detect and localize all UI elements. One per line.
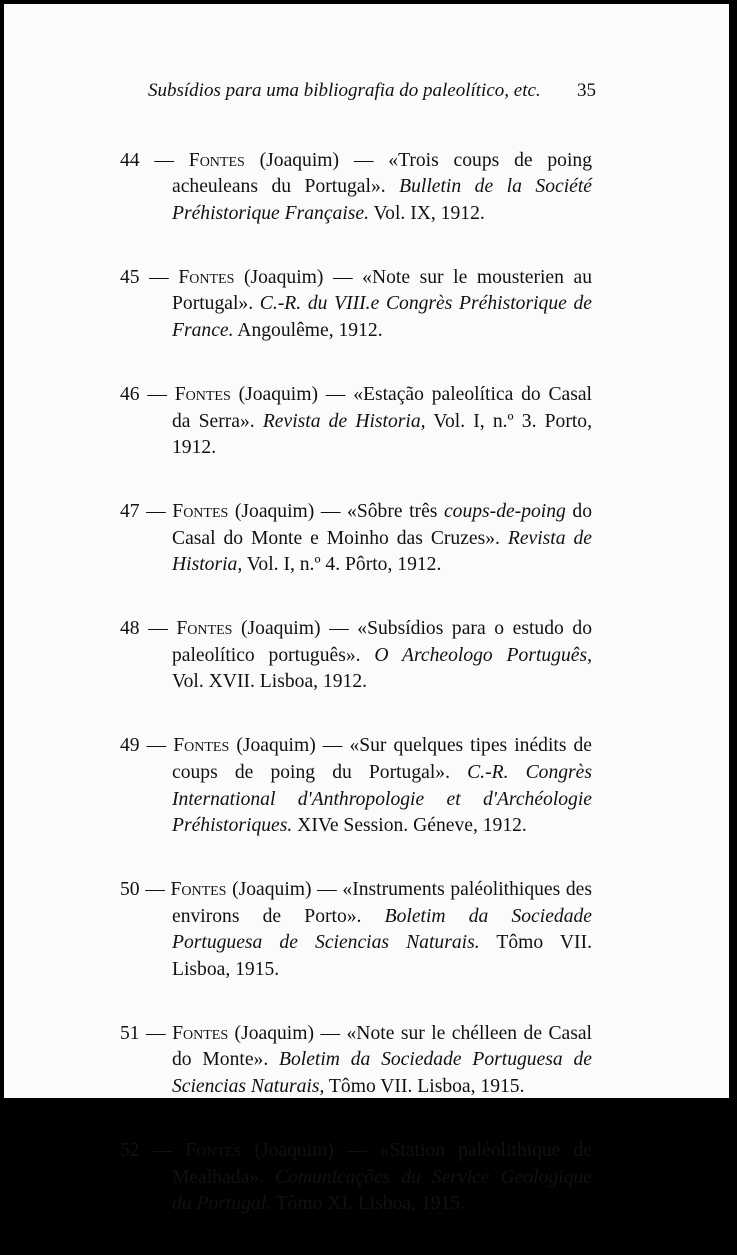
entry-title: «Estação paleolítica do Casal da Serra». — [172, 383, 592, 432]
entry-tail: Angoulême, 1912. — [233, 320, 383, 342]
entry-title: «Subsídios para o estudo do paleolítico português». — [172, 618, 593, 666]
entry-number: 45 — [120, 266, 140, 288]
entry-number: 51 — [120, 1022, 140, 1044]
entry-number: 46 — [120, 383, 140, 405]
entry-journal: Revista de Historia, — [262, 410, 426, 432]
entry-tail: Tômo VII. Lisboa, 1915. — [324, 1076, 525, 1098]
page-number: 35 — [577, 80, 596, 101]
entry-author: Fontes — [174, 383, 231, 405]
entry-author-rest: (Joaquim) — — [228, 1022, 347, 1044]
entry-journal: Bulletin de la Société Préhistorique Française. — [172, 176, 592, 224]
entry-author: Fontes — [178, 266, 235, 288]
entry-journal: Comunicações du Service Geologique du Portugal. — [172, 1166, 592, 1215]
bibliography-entry: 52 — Fontes (Joaquim) — «Station paléolithique de Mealhada». Comunicações du Service Geologique du Portugal. Tômo XI. Lisboa, 1915. — [120, 1139, 592, 1215]
entry-journal: C.-R. Congrès International d'Anthropologie et d'Archéologie Préhistoriques. — [172, 761, 592, 837]
entry-number: 50 — [120, 878, 140, 900]
entry-author-rest: (Joaquim) — — [228, 500, 348, 522]
entry-number: 48 — [120, 618, 140, 640]
entry-tail: Vol. XVII. Lisboa, 1912. — [172, 671, 368, 693]
entry-tail: XIVe Session. Géneve, 1912. — [292, 815, 527, 837]
entry-title-italic: coups-de-poing — [443, 500, 566, 522]
entry-author: Fontes — [176, 618, 233, 640]
bibliography-entry: 48 — Fontes (Joaquim) — «Subsídios para o estudo do paleolítico português». O Archeologo Português, Vol. XVII. Lisboa, 1912. — [120, 618, 593, 693]
entry-author-rest: (Joaquim) — — [229, 735, 350, 757]
entry-title: «Instruments paléolithiques des environs de Porto». — [172, 878, 592, 927]
entry-title: «Trois coups de poing acheuleans du Portugal». — [172, 149, 592, 198]
entry-author-rest: (Joaquim) — — [230, 383, 354, 405]
entry-author: Fontes — [188, 149, 245, 171]
entry-journal: Boletim da Sociedade Portuguesa de Sciencias Naturais, — [172, 1049, 592, 1098]
entry-author: Fontes — [172, 1022, 229, 1044]
bibliography-entry: 45 — Fontes (Joaquim) — «Note sur le mousterien au Portugal». C.-R. du VIII.e Congrès Préhistorique de France. Angoulême, 1912. — [120, 266, 592, 342]
entry-number: 52 — [120, 1139, 140, 1161]
entry-journal: Boletim da Sociedade Portuguesa de Sciencias Naturais. — [172, 905, 592, 954]
entry-author-rest: (Joaquim) — — [241, 1139, 380, 1161]
entry-title-post: do Casal do Monte e Moinho das Cruzes». — [172, 500, 592, 549]
entry-journal: C.-R. du VIII.e Congrès Préhistorique de France. — [172, 293, 592, 342]
entry-author-rest: (Joaquim) — — [226, 878, 343, 900]
entry-title: «Sur quelques tipes inédits de coups de poing du Portugal». — [172, 735, 592, 783]
bibliography-entry: 46 — Fontes (Joaquim) — «Estação paleolítica do Casal da Serra». Revista de Historia, Vol. I, n.º 3. Porto, 1912. — [120, 383, 592, 459]
entry-title: «Station paléolithique de Mealhada». — [172, 1139, 592, 1188]
entry-tail: Vol. I, n.º 4. Pôrto, 1912. — [242, 554, 442, 576]
entry-tail: Vol. I, n.º 3. Porto, 1912. — [172, 410, 592, 459]
bibliography-entry: 51 — Fontes (Joaquim) — «Note sur le chélleen de Casal do Monte». Boletim da Sociedade Portuguesa de Sciencias Naturais, Tômo VII. Lisboa, 1915. — [120, 1022, 592, 1098]
bibliography-entry: 44 — Fontes (Joaquim) — «Trois coups de poing acheuleans du Portugal». Bulletin de la Société Préhistorique Française. Vol. IX, 1912. — [120, 149, 592, 224]
entry-number: 49 — [120, 735, 140, 757]
entry-title: «Note sur le chélleen de Casal do Monte». — [172, 1022, 592, 1071]
bibliography-list — [120, 128, 592, 1255]
entry-author: Fontes — [173, 735, 230, 757]
entry-author: Fontes — [185, 1139, 242, 1161]
running-title: Subsídios para uma bibliografia do paleolítico, etc. — [148, 80, 541, 101]
entry-author: Fontes — [170, 878, 227, 900]
entry-title: «Note sur le mousterien au Portugal». — [172, 266, 592, 315]
entry-number: 47 — [120, 500, 140, 522]
entry-tail: Tômo VII. Lisboa, 1915. — [172, 932, 592, 981]
entry-author-rest: (Joaquim) — — [232, 618, 358, 640]
entry-tail: Vol. IX, 1912. — [369, 203, 485, 224]
entry-title-pre: «Sôbre três — [347, 500, 444, 522]
entry-tail: Tômo XI. Lisboa, 1915. — [271, 1193, 465, 1215]
page — [4, 4, 729, 1215]
entry-number: 44 — [120, 149, 140, 171]
entry-author: Fontes — [172, 500, 229, 522]
bibliography-entry: 50 — Fontes (Joaquim) — «Instruments paléolithiques des environs de Porto». Boletim da Sociedade Portuguesa de Sciencias Naturais. Tômo VII. Lisboa, 1915. — [120, 878, 592, 981]
bibliography-entry: 47 — Fontes (Joaquim) — «Sôbre três coups-de-poing do Casal do Monte e Moinho das Cruzes». Revista de Historia, Vol. I, n.º 4. Pôrto, 1912. — [120, 500, 592, 576]
entry-author-rest: (Joaquim) — — [244, 149, 389, 171]
running-header — [148, 80, 596, 110]
entry-journal: O Archeologo Português, — [374, 644, 592, 666]
bibliography-entry: 49 — Fontes (Joaquim) — «Sur quelques tipes inédits de coups de poing du Portugal». C.-R. Congrès International d'Anthropologie et d'Archéologie Préhistoriques. XIVe Session. Géneve, 1912. — [120, 735, 592, 837]
entry-author-rest: (Joaquim) — — [234, 266, 363, 288]
entry-journal: Revista de Historia, — [172, 527, 592, 576]
